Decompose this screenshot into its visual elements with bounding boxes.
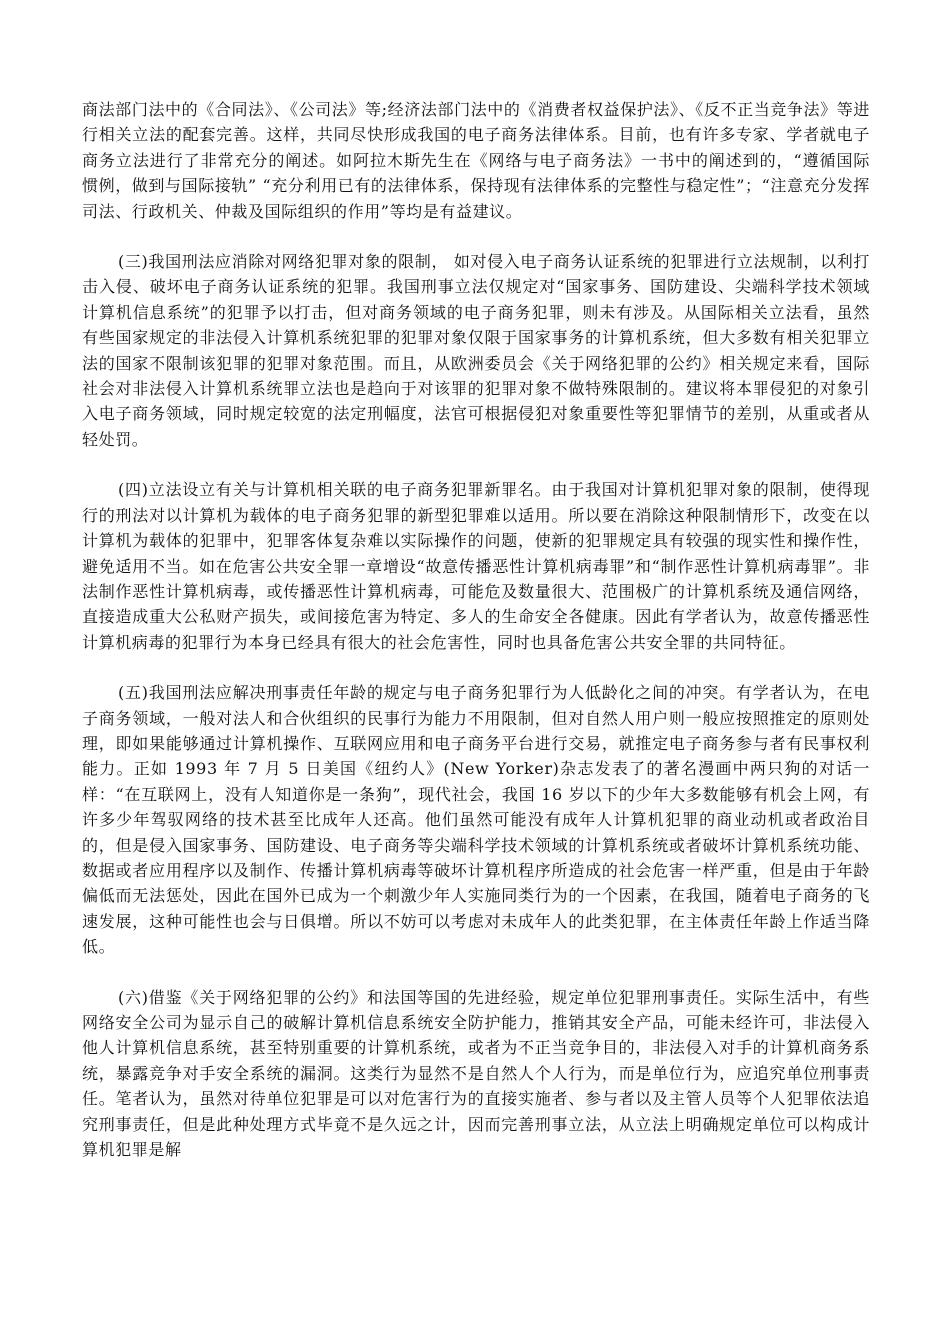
- paragraph-legal-system-continuation: 商法部门法中的《合同法》、《公司法》等;经济法部门法中的《消费者权益保护法》、《反不正当竞争法》等进行相关立法的配套完善。这样，共同尽快形成我国的电子商务法律体系。目前，也有许多专家、学者就电子商务立法进行了非常充分的阐述。如阿拉木斯先生在《网络与电子商务法》一书中的阐述到的，“遵循国际惯例，做到与国际接轨” “充分利用已有的法律体系，保持现有法律体系的完整性与稳定性”；“注意充分发挥司法、行政机关、仲裁及国际组织的作用”等均是有益建议。: [82, 100, 870, 221]
- paragraph-section-4: (四)立法设立有关与计算机相关联的电子商务犯罪新罪名。由于我国对计算机犯罪对象的限制，使得现行的刑法对以计算机为载体的电子商务犯罪的新型犯罪难以适用。所以要在消除这种限制情形下，改变在以计算机为载体的犯罪中，犯罪客体复杂难以实际操作的问题，使新的犯罪规定具有较强的现实性和操作性，避免适用不当。如在危害公共安全罪一章增设“故意传播恶性计算机病毒罪”和“制作恶性计算机病毒罪”。非法制作恶性计算机病毒，或传播恶性计算机病毒，可能危及数量很大、范围极广的计算机系统及通信网络，直接造成重大公私财产损失，或间接危害为特定、多人的生命安全各健康。因此有学者认为，故意传播恶性计算机病毒的犯罪行为本身已经具有很大的社会危害性，同时也具备危害公共安全罪的共同特征。: [82, 480, 870, 652]
- paragraph-section-5: (五)我国刑法应解决刑事责任年龄的规定与电子商务犯罪行为人低龄化之间的冲突。有学者认为，在电子商务领域，一般对法人和合伙组织的民事行为能力不用限制，但对自然人用户则一般应按照推定的原则处理，即如果能够通过计算机操作、互联网应用和电子商务平台进行交易，就推定电子商务参与者有民事权利能力。正如 1993 年 7 月 5 日美国《纽约人》(New Yorker)杂志发表了的著名漫画中两只狗的对话一样：“在互联网上，没有人知道你是一条狗”，现代社会，我国 16 岁以下的少年大多数能够有机会上网，有许多少年驾驭网络的技术甚至比成年人还高。他们虽然可能没有成年人计算机犯罪的商业动机或者政治目的，但是侵入国家事务、国防建设、电子商务等尖端科学技术领域的计算机系统或者破坏计算机系统功能、数据或者应用程序以及制作、传播计算机病毒等破坏计算机程序所造成的社会危害一样严重，但是由于年龄偏低而无法惩处，因此在国外已成为一个刺激少年人实施同类行为的一个因素，在我国，随着电子商务的飞速发展，这种可能性也会与日俱增。所以不妨可以考虑对未成年人的此类犯罪，在主体责任年龄上作适当降低。: [82, 683, 870, 957]
- paragraph-section-6: (六)借鉴《关于网络犯罪的公约》和法国等国的先进经验，规定单位犯罪刑事责任。实际生活中，有些网络安全公司为显示自己的破解计算机信息系统安全防护能力，推销其安全产品，可能未经许可，非法侵入他人计算机信息系统，甚至特别重要的计算机系统，或者为不正当竞争目的，非法侵入对手的计算机商务系统，暴露竞争对手安全系统的漏洞。这类行为显然不是自然人个人行为，而是单位行为，应追究单位刑事责任。笔者认为，虽然对待单位犯罪是可以对危害行为的直接实施者、参与者以及主管人员等个人犯罪依法追究刑事责任，但是此种处理方式毕竟不是久远之计，因而完善刑事立法，从立法上明确规定单位可以构成计算机犯罪是解: [82, 987, 870, 1160]
- paragraph-section-3: (三)我国刑法应消除对网络犯罪对象的限制， 如对侵入电子商务认证系统的犯罪进行立法规制，以利打击入侵、破坏电子商务认证系统的犯罪。我国刑事立法仅规定对“国家事务、国防建设、尖端科学技术领域计算机信息系统”的犯罪予以打击，但对商务领域的电子商务犯罪，则未有涉及。从国际相关立法看，虽然有些国家规定的非法侵入计算机系统犯罪的犯罪对象仅限于国家事务的计算机系统，但大多数有相关犯罪立法的国家不限制该犯罪的犯罪对象范围。而且，从欧洲委员会《关于网络犯罪的公约》相关规定来看，国际社会对非法侵入计算机系统罪立法也是趋向于对该罪的犯罪对象不做特殊限制的。建议将本罪侵犯的对象引入电子商务领域，同时规定较宽的法定刑幅度，法官可根据侵犯对象重要性等犯罪情节的差别，从重或者从轻处罚。: [82, 252, 870, 449]
- document-body: [82, 97, 870, 1187]
